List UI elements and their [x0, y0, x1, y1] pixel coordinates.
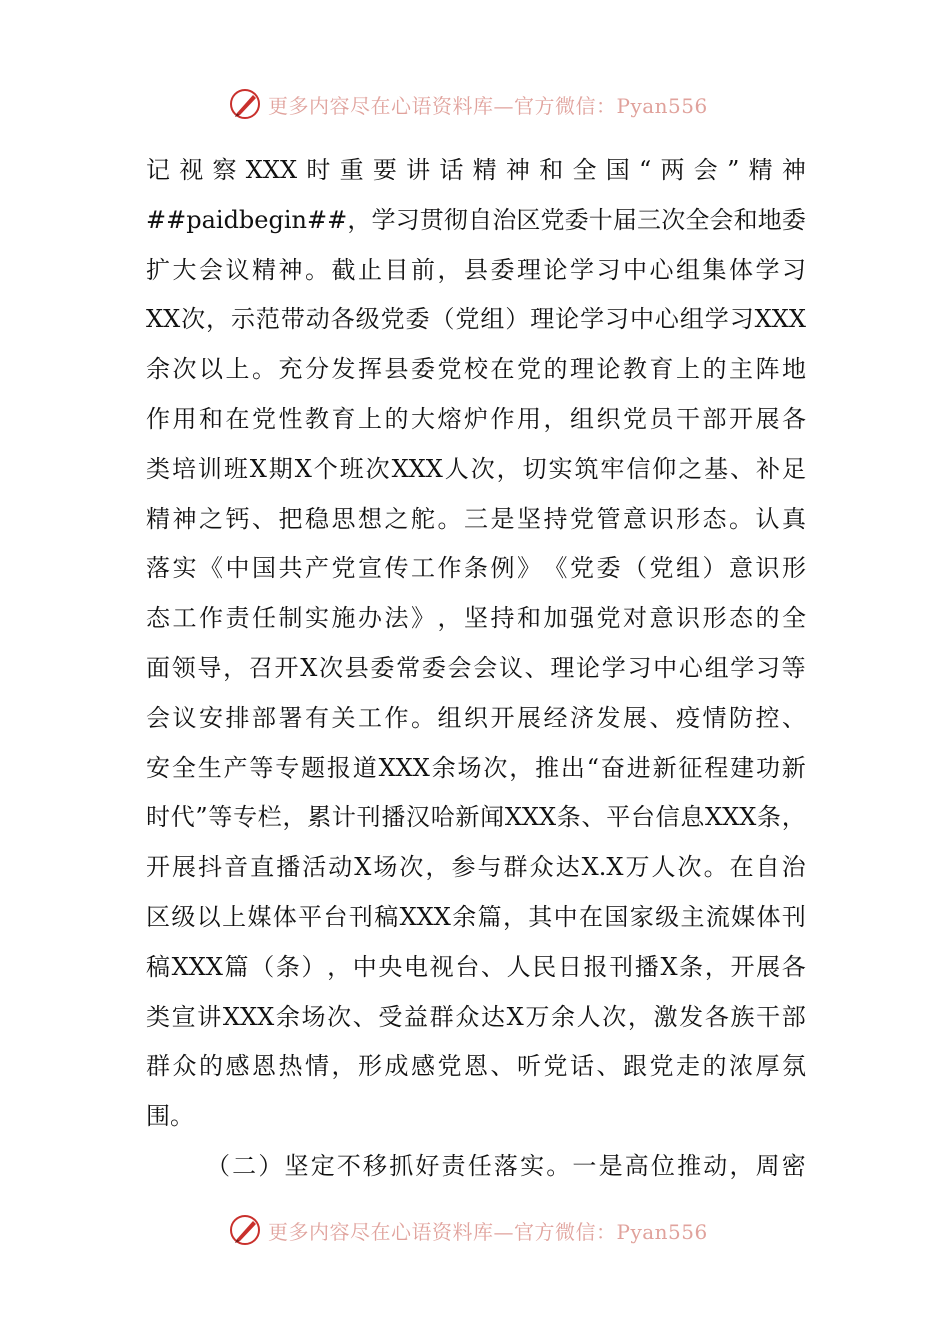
text-line: 时 代 ” 等 专 栏 ， 累 计 刊 播 汉 哈 新 闻 XXX 条 、 平 台 信 息 XXX 条 ，	[146, 803, 806, 832]
text-line: 安 全 生 产 等 专 题 报 道 XXX 余 场 次 ， 推 出 “ 奋 进 新 征 程 建 功 新	[146, 753, 806, 782]
text-line: XX 次 ， 示 范 带 动 各 级 党 委 （ 党 组 ） 理 论 学 习 中 心 组 学 习 XXX	[146, 305, 806, 334]
watermark-text: 更多内容尽在心语资料库—官方微信：Pyan556	[268, 1219, 708, 1244]
text-line: 稿 XXX 篇 （ 条 ） ， 中 央 电 视 台 、 人 民 日 报 刊 播 X 条 ， 开 展 各	[146, 952, 806, 981]
text-line: 群 众 的 感 恩 热 情 ， 形 成 感 党 恩 、 听 党 话 、 跟 党 走 的 浓 厚 氛	[146, 1052, 806, 1081]
text-line: 作 用 和 在 党 性 教 育 上 的 大 熔 炉 作 用 ， 组 织 党 员 干 部 开 展 各	[146, 404, 806, 433]
text-line: 余 次 以 上 。 充 分 发 挥 县 委 党 校 在 党 的 理 论 教 育 上 的 主 阵 地	[146, 355, 806, 384]
text-line: 类 培 训 班 X 期 X 个 班 次 XXX 人 次 ， 切 实 筑 牢 信 仰 之 基 、 补 足	[146, 454, 806, 483]
text-line: 态 工 作 责 任 制 实 施 办 法 》 ， 坚 持 和 加 强 党 对 意 识 形 态 的 全	[146, 604, 806, 633]
text-line: 类 宣 讲 XXX 余 场 次 、 受 益 群 众 达 X 万 余 人 次 ， 激 发 各 族 干 部	[146, 1002, 806, 1031]
text-line: 落 实 《 中 国 共 产 党 宣 传 工 作 条 例 》 《 党 委 （ 党 组 ） 意 识 形	[146, 554, 806, 583]
text-line: （ 二 ） 坚 定 不 移 抓 好 责 任 落 实 。 一 是 高 位 推 动 ， 周 密	[206, 1151, 806, 1180]
footer-watermark	[228, 1210, 708, 1250]
watermark-text: 更多内容尽在心语资料库—官方微信：Pyan556	[268, 93, 708, 118]
text-line: 开 展 抖 音 直 播 活 动 X 场 次 ， 参 与 群 众 达 X.X 万 人 次 。 在 自 治	[146, 853, 806, 882]
text-line: 面 领 导 ， 召 开 X 次 县 委 常 委 会 会 议 、 理 论 学 习 中 心 组 学 习 等	[146, 653, 806, 682]
body-text	[146, 146, 806, 1192]
text-line: 区 级 以 上 媒 体 平 台 刊 稿 XXX 余 篇 ， 其 中 在 国 家 级 主 流 媒 体 刊	[146, 902, 806, 931]
pen-logo-icon	[228, 1212, 264, 1248]
pen-logo-icon	[228, 86, 264, 122]
header-watermark	[228, 84, 708, 124]
text-line: 扩 大 会 议 精 神 。 截 止 目 前 ， 县 委 理 论 学 习 中 心 组 集 体 学 习	[146, 255, 806, 284]
text-line: 精 神 之 钙 、 把 稳 思 想 之 舵 。 三 是 坚 持 党 管 意 识 形 态 。 认 真	[146, 504, 806, 533]
text-line: 会 议 安 排 部 署 有 关 工 作 。 组 织 开 展 经 济 发 展 、 疫 情 防 控 、	[146, 703, 806, 732]
text-line: 记 视 察 XXX 时 重 要 讲 话 精 神 和 全 国 “ 两 会 ” 精 神	[146, 156, 806, 184]
text-line: 围。	[146, 1102, 194, 1131]
text-line: ##paidbegin## ， 学 习 贯 彻 自 治 区 党 委 十 届 三 次 全 会 和 地 委	[146, 205, 806, 234]
